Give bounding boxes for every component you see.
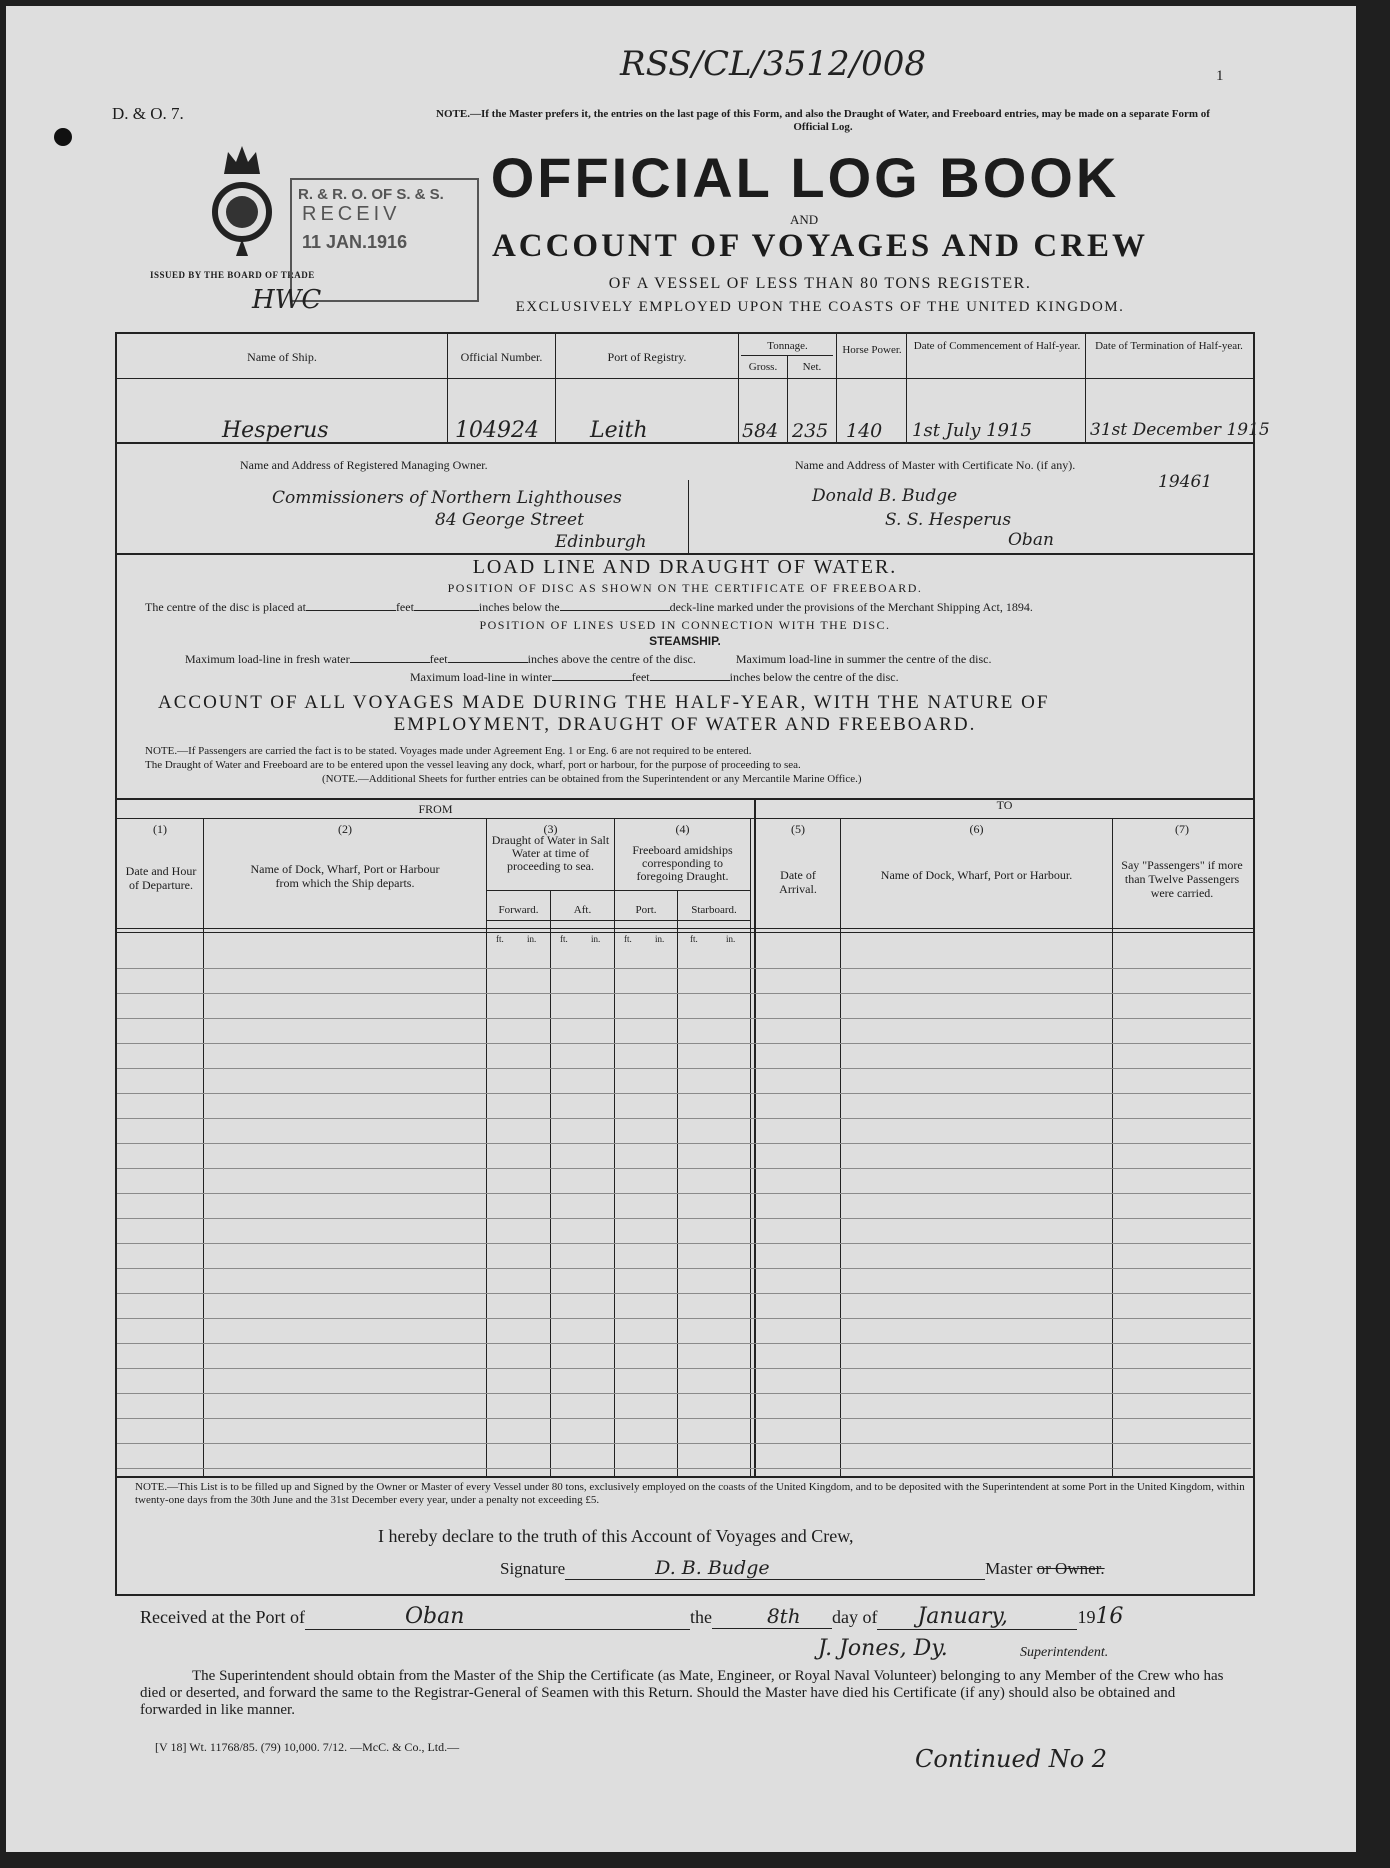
- header-port-registry: Port of Registry.: [607, 350, 687, 364]
- binding-hole: [54, 128, 72, 146]
- account-note-1: NOTE.—If Passengers are carried the fact is to be stated. Voyages made under Agreement Eng. 1 or Eng. 6 are not required to be entered.: [145, 745, 752, 757]
- title-main: OFFICIAL LOG BOOK: [490, 146, 1120, 209]
- value-net: 235: [792, 420, 829, 442]
- owner-line-1: Commissioners of Northern Lighthouses: [272, 488, 622, 508]
- header-gross: Gross.: [748, 361, 778, 373]
- col2-num: (2): [338, 822, 352, 836]
- col6-label: Name of Dock, Wharf, Port or Harbour.: [880, 868, 1073, 882]
- account-title-2: EMPLOYMENT, DRAUGHT OF WATER AND FREEBOARD.: [393, 714, 977, 735]
- stamp-line-2: RECEIV: [302, 203, 401, 225]
- page-number: 1: [1216, 68, 1224, 84]
- header-termination: Date of Termination of Half-year.: [1095, 340, 1243, 352]
- position-lines-heading: POSITION OF LINES USED IN CONNECTION WITH THE DISC.: [479, 618, 891, 632]
- sub-port: Port.: [635, 904, 657, 916]
- load-line-title: LOAD LINE AND DRAUGHT OF WATER.: [472, 556, 898, 578]
- form-code: D. & O. 7.: [112, 104, 184, 123]
- value-port: Leith: [590, 418, 648, 443]
- col4-num: (4): [675, 822, 690, 836]
- col2-label: Name of Dock, Wharf, Port or Harbour from which the Ship departs.: [250, 862, 440, 890]
- the-word: the: [689, 1607, 712, 1627]
- header-official-number: Official Number.: [460, 350, 543, 364]
- col6-num: (6): [969, 822, 984, 836]
- year-prefix: 19: [1077, 1607, 1096, 1627]
- disc-position-line: The centre of the disc is placed at feet inches below the deck-line marked under the provisions of the Merchant Shipping Act, 1894.: [145, 600, 1033, 614]
- superintendent-signature: J. Jones, Dy.: [818, 1636, 948, 1661]
- value-gross: 584: [742, 420, 779, 442]
- account-note-3: (NOTE.—Additional Sheets for further entries can be obtained from the Superintendent or any Mercantile Marine Office.): [322, 773, 862, 785]
- printer-mark: [V 18] Wt. 11768/85. (79) 10,000. 7/12. —McC. & Co., Ltd.—: [155, 1740, 460, 1754]
- stamp-line-1: R. & R. O. OF S. & S.: [298, 186, 444, 203]
- col1-num: (1): [153, 822, 167, 836]
- ruled-entry-lines: [117, 944, 1251, 1474]
- title-line-4: EXCLUSIVELY EMPLOYED UPON THE COASTS OF THE UNITED KINGDOM.: [515, 299, 1125, 315]
- col7-label: Say "Passengers" if more than Twelve Passengers were carried.: [1121, 858, 1243, 900]
- superintendent-label: Superintendent.: [1020, 1645, 1109, 1660]
- owner-label: Name and Address of Registered Managing Owner.: [240, 458, 488, 472]
- year-value: 16: [1095, 1604, 1124, 1629]
- header-tonnage: Tonnage.: [767, 340, 808, 352]
- issuer-label: ISSUED BY THE BOARD OF TRADE: [150, 270, 315, 280]
- title-and: AND: [790, 212, 819, 227]
- owner-struck: or Owner.: [1036, 1559, 1105, 1578]
- to-header: TO: [996, 798, 1013, 812]
- stamp-initials: HWC: [252, 285, 322, 315]
- header-net: Net.: [802, 361, 822, 373]
- sub-starboard: Starboard.: [691, 904, 737, 916]
- header-commencement: Date of Commencement of Half-year.: [913, 340, 1081, 352]
- col4-label: Freeboard amidships corresponding to foregoing Draught.: [632, 843, 733, 883]
- received-port: Oban: [305, 1604, 690, 1630]
- signature-line: [500, 1557, 1105, 1580]
- received-label: Received at the Port of: [140, 1607, 305, 1627]
- col3-label: Draught of Water in Salt Water at time of proceeding to sea.: [491, 833, 610, 873]
- winter-line: Maximum load-line in winter feet inches below the centre of the disc.: [410, 670, 899, 684]
- value-official-number: 104924: [455, 418, 539, 443]
- master-line-1: Donald B. Budge: [812, 486, 958, 506]
- master-label: Name and Address of Master with Certificate No. (if any).: [795, 458, 1076, 472]
- sub-forward: Forward.: [498, 904, 539, 916]
- header-horse-power: Horse Power.: [842, 344, 902, 356]
- account-note-2: The Draught of Water and Freeboard are to be entered upon the vessel leaving any dock, wharf, port or harbour, for the purpose of proceeding to sea.: [145, 759, 801, 771]
- day-value: 8th: [712, 1604, 832, 1629]
- signature-value: D. B. Budge: [565, 1557, 985, 1580]
- col3-num: (3): [543, 822, 558, 836]
- continued-note: Continued No 2: [915, 1745, 1108, 1773]
- col7-num: (7): [1175, 822, 1189, 836]
- month-value: January,: [877, 1604, 1077, 1630]
- top-note: NOTE.—If the Master prefers it, the entries on the last page of this Form, and also the Draught of Water, and Freeboard entries, may be made on a separate Form of Official Log.: [436, 108, 1210, 133]
- steamship-heading: STEAMSHIP.: [649, 634, 721, 648]
- value-horse-power: 140: [846, 420, 883, 442]
- value-termination: 31st December 1915: [1090, 420, 1270, 440]
- col1-label: Date and Hour of Departure.: [125, 864, 197, 892]
- header-ship-name: Name of Ship.: [247, 350, 317, 364]
- master-certificate: 19461: [1158, 472, 1213, 492]
- royal-crest-icon: [210, 140, 274, 258]
- master-line-3: Oban: [1008, 530, 1054, 550]
- position-disc-heading: POSITION OF DISC AS SHOWN ON THE CERTIFICATE OF FREEBOARD.: [447, 581, 923, 595]
- reference-number: RSS/CL/3512/008: [620, 44, 926, 84]
- col5-num: (5): [791, 822, 805, 836]
- sub-aft: Aft.: [573, 904, 592, 916]
- col5-label: Date of Arrival.: [779, 868, 817, 896]
- stamp-date: 11 JAN.1916: [302, 232, 408, 252]
- owner-line-2: 84 George Street: [435, 510, 584, 530]
- superintendent-instructions: The Superintendent should obtain from the Master of the Ship the Certificate (as Mate, Engineer, or Royal Naval Volunteer) belonging to any Member of the Crew who has died or deserted, and forward the same to the Registrar-General of Seamen with this Return. Should the Master have died his Certificate (if any) should also be obtained and forwarded in like manner.: [140, 1668, 1224, 1718]
- received-line: [140, 1604, 1123, 1630]
- day-of: day of: [831, 1607, 878, 1627]
- fresh-water-line: Maximum load-line in fresh water feet inches above the centre of the disc. Maximum load-line in summer the centre of the disc.: [185, 652, 992, 666]
- value-commencement: 1st July 1915: [912, 420, 1032, 441]
- signature-label: Signature: [500, 1559, 566, 1578]
- footer-note: NOTE.—This List is to be filled up and Signed by the Owner or Master of every Vessel under 80 tons, exclusively employed on the coasts of the United Kingdom, and to be deposited with the Superintendent at some Port in the United Kingdom, within twenty-one days from the 30th June and the 31st December every year, under a penalty not exceeding £5.: [135, 1481, 1245, 1506]
- title-line-3: OF A VESSEL OF LESS THAN 80 TONS REGISTER.: [608, 275, 1032, 292]
- title-sub: ACCOUNT OF VOYAGES AND CREW: [491, 228, 1149, 264]
- owner-line-3: Edinburgh: [555, 532, 647, 552]
- value-ship-name: Hesperus: [222, 418, 329, 443]
- account-title-1: ACCOUNT OF ALL VOYAGES MADE DURING THE HALF-YEAR, WITH THE NATURE OF: [158, 692, 1050, 713]
- declaration-text: I hereby declare to the truth of this Account of Voyages and Crew,: [378, 1526, 854, 1546]
- master-line-2: S. S. Hesperus: [885, 510, 1012, 530]
- master-word: Master: [985, 1559, 1033, 1578]
- from-header: FROM: [418, 802, 453, 816]
